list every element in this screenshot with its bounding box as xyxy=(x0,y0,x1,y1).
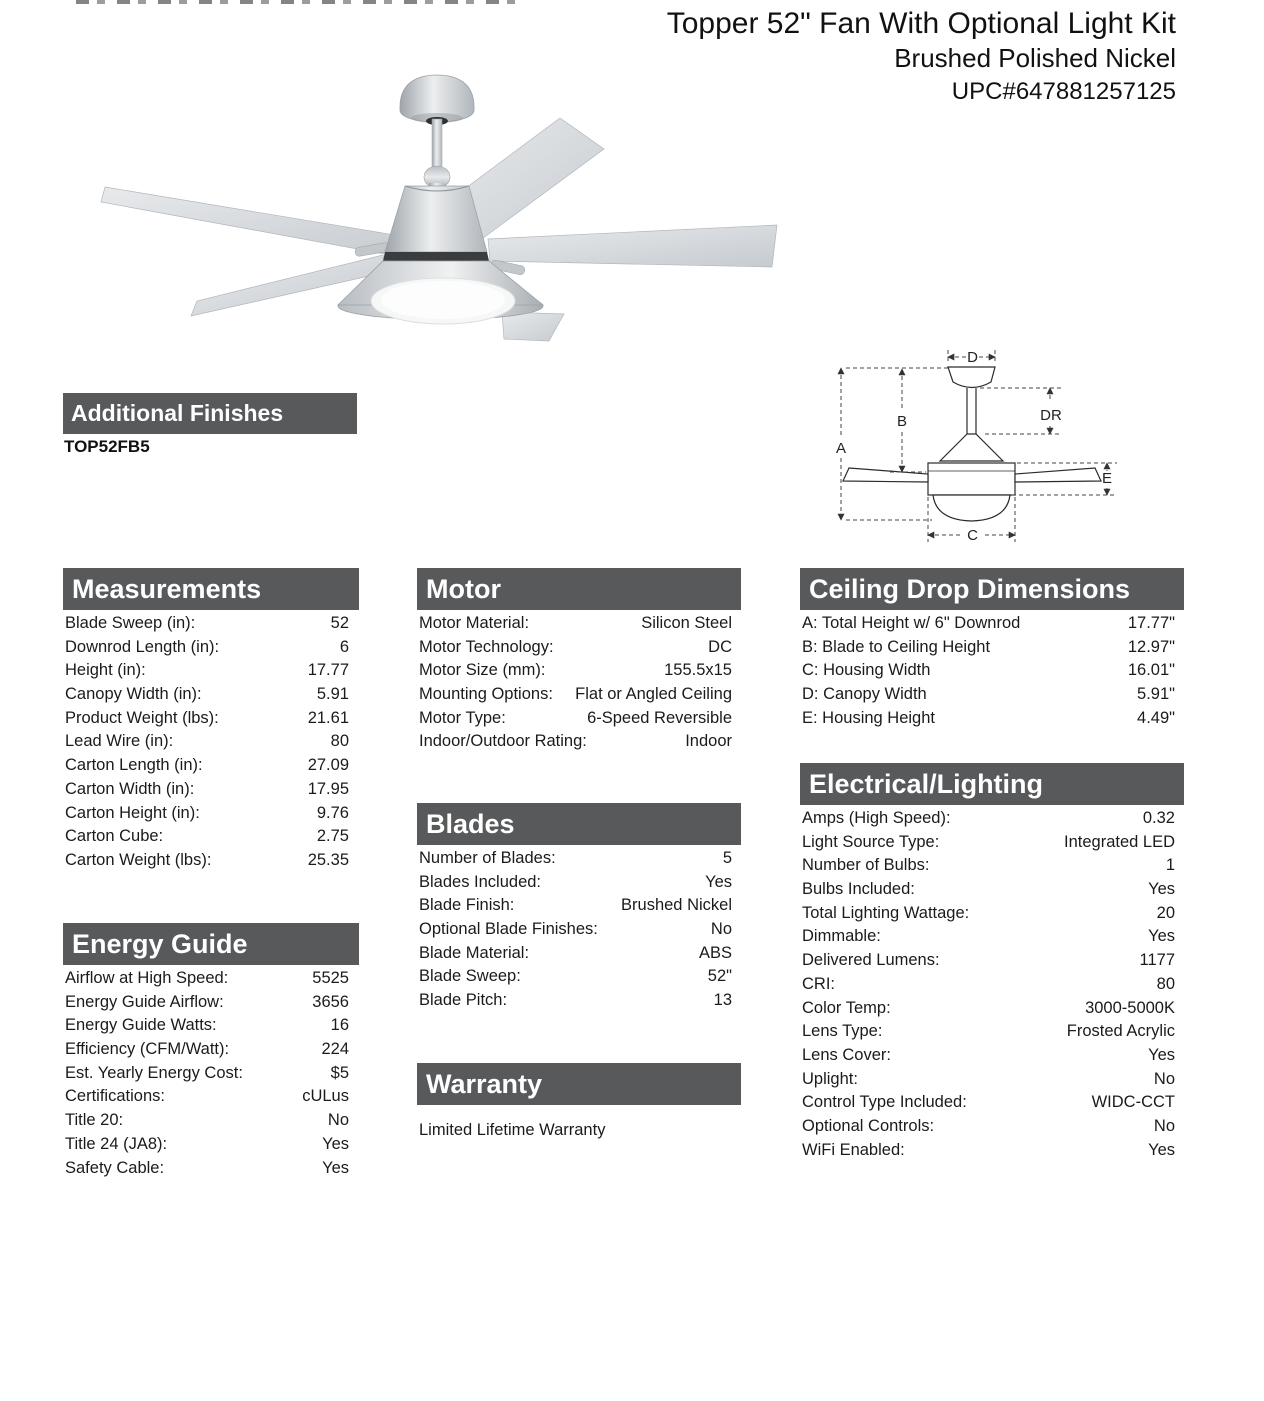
spec-row xyxy=(419,942,736,966)
spec-value: 0.32 xyxy=(1142,809,1175,827)
spec-value: 3656 xyxy=(312,992,349,1011)
spec-row xyxy=(802,1068,1179,1092)
spec-row xyxy=(802,1091,1179,1115)
spec-label: Safety Cable: xyxy=(65,1158,165,1177)
spec-value: 9.76 xyxy=(316,803,349,822)
spec-value: 5.91" xyxy=(1137,685,1175,704)
spec-label: C: Housing Width xyxy=(802,661,931,680)
spec-label: Motor Type: xyxy=(419,708,506,727)
spec-value: Yes xyxy=(1148,927,1175,946)
ceiling-drop-table xyxy=(802,612,1179,730)
additional-finishes-header: Additional Finishes xyxy=(63,393,357,434)
spec-label: B: Blade to Ceiling Height xyxy=(802,637,991,656)
spec-row xyxy=(419,707,736,731)
spec-label: Number of Bulbs: xyxy=(802,856,930,875)
spec-row xyxy=(802,949,1179,973)
spec-label: Motor Technology: xyxy=(419,637,554,656)
spec-value: Yes xyxy=(322,1158,349,1177)
spec-value: Integrated LED xyxy=(1064,832,1175,851)
spec-label: Height (in): xyxy=(65,661,146,680)
spec-label: Blade Sweep: xyxy=(419,967,521,986)
spec-row xyxy=(419,730,736,754)
spec-label: Lens Type: xyxy=(802,1022,883,1041)
spec-value: 16.01" xyxy=(1127,661,1175,680)
spec-row xyxy=(65,1014,353,1038)
fan-blade-right xyxy=(488,225,777,267)
ceiling-drop-header: Ceiling Drop Dimensions xyxy=(800,568,1184,610)
spec-label: Blade Pitch: xyxy=(419,991,508,1010)
spec-label: Motor Size (mm): xyxy=(419,661,546,680)
spec-row xyxy=(65,1062,353,1086)
fan-downrod xyxy=(424,119,450,189)
spec-row xyxy=(65,636,353,660)
spec-label: Product Weight (lbs): xyxy=(65,708,219,727)
spec-row xyxy=(65,778,353,802)
spec-row xyxy=(802,902,1179,926)
electrical-header: Electrical/Lighting xyxy=(800,763,1184,805)
spec-value: 1177 xyxy=(1139,951,1175,970)
dimension-diagram xyxy=(820,330,1152,565)
spec-label: Blades Included: xyxy=(419,872,542,891)
spec-row xyxy=(802,807,1179,831)
spec-row xyxy=(65,683,353,707)
spec-value: cULus xyxy=(302,1087,349,1106)
energy-guide-header: Energy Guide xyxy=(63,923,359,965)
fan-blade-lower-right xyxy=(502,312,564,341)
spec-value: 80 xyxy=(1156,974,1175,993)
fan-canopy xyxy=(400,75,474,125)
spec-row xyxy=(419,847,736,871)
finish-name: Brushed Polished Nickel xyxy=(894,43,1176,73)
spec-value: 5 xyxy=(722,849,732,867)
spec-row xyxy=(419,989,736,1013)
spec-value: No xyxy=(327,1111,349,1130)
spec-value: Yes xyxy=(705,872,732,891)
spec-row xyxy=(802,1139,1179,1163)
spec-row xyxy=(65,849,353,873)
spec-row xyxy=(65,1038,353,1062)
spec-value: Yes xyxy=(1148,880,1175,899)
spec-row xyxy=(802,1020,1179,1044)
spec-value: 21.61 xyxy=(307,708,349,727)
spec-row xyxy=(802,612,1179,636)
spec-label: Title 24 (JA8): xyxy=(65,1134,168,1153)
spec-label: E: Housing Height xyxy=(802,708,935,727)
spec-value: 27.09 xyxy=(307,756,349,775)
page-title: Topper 52" Fan With Optional Light Kit xyxy=(666,7,1176,40)
spec-row xyxy=(65,1157,353,1181)
spec-value: Silicon Steel xyxy=(641,614,732,632)
model-number: TOP52FB5 xyxy=(64,437,150,456)
spec-row xyxy=(419,612,736,636)
spec-value: 17.77" xyxy=(1127,614,1175,632)
spec-value: $5 xyxy=(330,1063,349,1082)
dim-label-c: C xyxy=(967,527,978,544)
spec-label: Blade Sweep (in): xyxy=(65,614,196,632)
spec-value: 52" xyxy=(707,967,732,986)
spec-value: WIDC-CCT xyxy=(1091,1093,1175,1112)
spec-row xyxy=(419,683,736,707)
dim-label-dr: DR xyxy=(1040,407,1062,424)
spec-value: 16 xyxy=(330,1016,349,1035)
motor-table xyxy=(419,612,736,754)
spec-value: 5525 xyxy=(312,969,349,987)
spec-row xyxy=(802,997,1179,1021)
spec-row xyxy=(65,825,353,849)
spec-value: 17.77 xyxy=(307,661,349,680)
motor-header: Motor xyxy=(417,568,741,610)
spec-row xyxy=(65,707,353,731)
spec-value: DC xyxy=(708,637,732,656)
spec-value: 25.35 xyxy=(307,850,349,869)
spec-value: 1 xyxy=(1165,856,1175,875)
spec-label: Bulbs Included: xyxy=(802,880,915,899)
spec-label: Carton Cube: xyxy=(65,827,164,846)
spec-row xyxy=(65,612,353,636)
spec-row xyxy=(419,918,736,942)
spec-row xyxy=(802,659,1179,683)
spec-label: Certifications: xyxy=(65,1087,165,1106)
spec-label: Amps (High Speed): xyxy=(802,809,951,827)
dim-label-d: D xyxy=(967,349,978,366)
spec-label: Color Temp: xyxy=(802,998,891,1017)
electrical-table xyxy=(802,807,1179,1162)
spec-value: 52 xyxy=(330,614,349,632)
spec-row xyxy=(419,871,736,895)
spec-row xyxy=(65,730,353,754)
spec-label: Airflow at High Speed: xyxy=(65,969,229,987)
spec-label: Carton Length (in): xyxy=(65,756,203,775)
spec-label: Mounting Options: xyxy=(419,685,553,704)
spec-row xyxy=(802,925,1179,949)
spec-value: ABS xyxy=(698,943,732,962)
spec-label: Blade Finish: xyxy=(419,896,515,915)
spec-label: Light Source Type: xyxy=(802,832,940,851)
spec-label: A: Total Height w/ 6" Downrod xyxy=(802,614,1021,632)
diagram-fan-outline xyxy=(843,367,1101,521)
spec-label: Efficiency (CFM/Watt): xyxy=(65,1040,230,1059)
dim-label-b: B xyxy=(896,413,908,430)
spec-label: Energy Guide Airflow: xyxy=(65,992,224,1011)
spec-row xyxy=(802,831,1179,855)
warranty-text: Limited Lifetime Warranty xyxy=(419,1121,606,1139)
spec-value: 6 xyxy=(339,637,349,656)
spec-row xyxy=(65,991,353,1015)
dim-label-e: E xyxy=(1101,470,1113,487)
energy-guide-table xyxy=(65,967,353,1180)
spec-row xyxy=(802,683,1179,707)
spec-row xyxy=(802,1115,1179,1139)
spec-value: Yes xyxy=(1148,1140,1175,1159)
spec-label: Carton Weight (lbs): xyxy=(65,850,212,869)
cropped-text-remnant xyxy=(76,0,522,4)
spec-row xyxy=(419,636,736,660)
spec-label: Uplight: xyxy=(802,1069,858,1088)
spec-value: No xyxy=(1153,1069,1175,1088)
spec-value: 12.97" xyxy=(1127,637,1175,656)
fan-product-image xyxy=(55,55,825,390)
spec-label: CRI: xyxy=(802,974,835,993)
spec-value: Frosted Acrylic xyxy=(1066,1022,1175,1041)
spec-label: Canopy Width (in): xyxy=(65,685,202,704)
spec-row xyxy=(419,894,736,918)
spec-label: Control Type Included: xyxy=(802,1093,967,1112)
spec-value: 5.91 xyxy=(316,685,349,704)
spec-row xyxy=(419,659,736,683)
dim-label-a: A xyxy=(835,440,847,457)
spec-label: D: Canopy Width xyxy=(802,685,927,704)
spec-row xyxy=(419,965,736,989)
spec-row xyxy=(65,1133,353,1157)
spec-label: Est. Yearly Energy Cost: xyxy=(65,1063,243,1082)
spec-label: Carton Width (in): xyxy=(65,779,195,798)
spec-label: Lens Cover: xyxy=(802,1045,891,1064)
spec-label: Optional Controls: xyxy=(802,1116,935,1135)
spec-row xyxy=(65,1085,353,1109)
spec-label: WiFi Enabled: xyxy=(802,1140,905,1159)
spec-row xyxy=(802,636,1179,660)
spec-value: No xyxy=(1153,1116,1175,1135)
spec-value: Yes xyxy=(322,1134,349,1153)
warranty-header: Warranty xyxy=(417,1063,741,1105)
spec-row xyxy=(802,878,1179,902)
spec-label: Indoor/Outdoor Rating: xyxy=(419,732,587,751)
spec-label: Title 20: xyxy=(65,1111,124,1130)
spec-label: Lead Wire (in): xyxy=(65,732,174,751)
spec-label: Motor Material: xyxy=(419,614,530,632)
spec-label: Delivered Lumens: xyxy=(802,951,940,970)
spec-value: Flat or Angled Ceiling xyxy=(575,685,732,704)
spec-value: No xyxy=(710,920,732,939)
spec-label: Carton Height (in): xyxy=(65,803,200,822)
spec-value: 20 xyxy=(1156,903,1175,922)
spec-label: Downrod Length (in): xyxy=(65,637,220,656)
spec-row xyxy=(802,1044,1179,1068)
spec-label: Number of Blades: xyxy=(419,849,556,867)
measurements-table xyxy=(65,612,353,873)
spec-label: Energy Guide Watts: xyxy=(65,1016,217,1035)
measurements-header: Measurements xyxy=(63,568,359,610)
spec-value: 3000-5000K xyxy=(1085,998,1175,1017)
spec-row xyxy=(65,1109,353,1133)
blades-header: Blades xyxy=(417,803,741,845)
spec-row xyxy=(65,802,353,826)
spec-value: 2.75 xyxy=(316,827,349,846)
spec-value: 17.95 xyxy=(307,779,349,798)
spec-value: 80 xyxy=(330,732,349,751)
spec-row xyxy=(802,707,1179,731)
spec-value: 4.49" xyxy=(1137,708,1175,727)
spec-row xyxy=(802,854,1179,878)
spec-row xyxy=(65,967,353,991)
spec-value: 6-Speed Reversible xyxy=(587,708,732,727)
spec-value: 13 xyxy=(713,991,732,1010)
spec-label: Blade Material: xyxy=(419,943,530,962)
spec-value: 224 xyxy=(321,1040,349,1059)
spec-value: Indoor xyxy=(685,732,732,751)
spec-row xyxy=(65,754,353,778)
upc-code: UPC#647881257125 xyxy=(951,78,1176,105)
spec-label: Total Lighting Wattage: xyxy=(802,903,970,922)
spec-row xyxy=(802,973,1179,997)
spec-value: Yes xyxy=(1148,1045,1175,1064)
spec-label: Optional Blade Finishes: xyxy=(419,920,598,939)
spec-label: Dimmable: xyxy=(802,927,881,946)
spec-value: 155.5x15 xyxy=(664,661,732,680)
blades-table xyxy=(419,847,736,1013)
spec-row xyxy=(65,659,353,683)
spec-value: Brushed Nickel xyxy=(621,896,732,915)
